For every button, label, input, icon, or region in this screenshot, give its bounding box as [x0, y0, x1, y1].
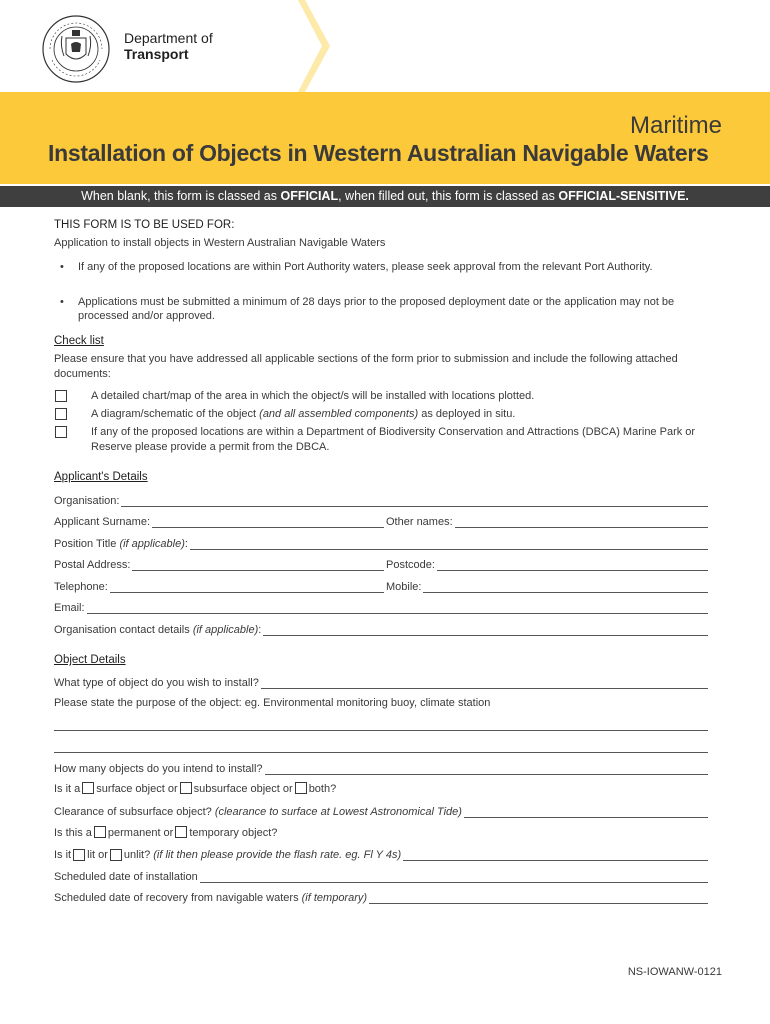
position-line[interactable]	[190, 538, 708, 550]
permanent-checkbox[interactable]	[94, 826, 106, 838]
postcode-line[interactable]	[437, 559, 708, 571]
other-names-line[interactable]	[455, 516, 708, 528]
classification-text-1: When blank, this form is classed as	[81, 189, 281, 203]
recovery-date-note: (if temporary)	[301, 892, 368, 904]
checklist-instructions: Please ensure that you have addressed all applicable sections of the form prior to submission and include the following attached documents:	[54, 353, 678, 380]
usage-bullet-1: • If any of the proposed locations are within Port Authority waters, please seek approval from the relevant Port Authority.	[78, 260, 698, 274]
position-field[interactable]	[54, 536, 708, 550]
email-label: Email:	[54, 602, 85, 614]
postal-address-label: Postal Address:	[54, 559, 131, 571]
department-name-line1: Department of	[124, 30, 213, 46]
checklist-item-2	[91, 407, 711, 422]
usage-bullet-2: • Applications must be submitted a minimum of 28 days prior to the proposed deployment date or the application may not be processed and/or approved.	[78, 295, 698, 323]
recovery-date-label: Scheduled date of recovery from navigable waters	[54, 892, 299, 904]
mobile-label: Mobile:	[386, 581, 422, 593]
recovery-date-field[interactable]	[54, 890, 708, 904]
checklist-item-2-b: (and all assembled components)	[259, 408, 419, 420]
mobile-field[interactable]	[386, 579, 708, 593]
classification-sensitive: OFFICIAL-SENSITIVE.	[558, 189, 689, 203]
surface-object-checkbox[interactable]	[82, 782, 94, 794]
object-count-field[interactable]	[54, 761, 708, 775]
other-names-label: Other names:	[386, 516, 453, 528]
is-it-a-label: Is it a	[54, 783, 81, 795]
flash-rate-note: (if lit then please provide the flash rate. eg. Fl Y 4s)	[153, 849, 402, 861]
form-title: Installation of Objects in Western Australian Navigable Waters	[48, 140, 709, 166]
checklist-item-2-a: A diagram/schematic of the object	[91, 408, 260, 420]
position-colon: :	[184, 538, 188, 550]
usage-heading: THIS FORM IS TO BE USED FOR:	[54, 219, 235, 231]
applicant-heading: Applicant's Details	[54, 471, 148, 483]
usage-purpose: Application to install objects in Western Australian Navigable Waters	[54, 237, 386, 249]
both-label: both?	[308, 783, 337, 795]
postcode-field[interactable]	[386, 557, 708, 571]
organisation-line[interactable]	[121, 495, 708, 507]
object-purpose-label: Please state the purpose of the object: eg. Environmental monitoring buoy, climate station	[54, 697, 491, 709]
installation-date-field[interactable]	[54, 869, 708, 883]
position-label: Position Title	[54, 538, 117, 550]
clearance-note: (clearance to surface at Lowest Astronomical Tide)	[214, 806, 462, 818]
installation-date-label: Scheduled date of installation	[54, 871, 198, 883]
contact-details-note: (if applicable)	[192, 624, 259, 636]
clearance-field[interactable]	[54, 804, 708, 818]
telephone-line[interactable]	[110, 581, 384, 593]
temporary-label: temporary object?	[189, 827, 278, 839]
object-count-line[interactable]	[265, 763, 708, 775]
postal-address-field[interactable]	[54, 557, 384, 571]
wa-government-crest-icon	[40, 14, 122, 84]
installation-date-line[interactable]	[200, 871, 708, 883]
object-heading: Object Details	[54, 654, 126, 666]
object-purpose-line-2[interactable]	[54, 751, 708, 753]
is-this-a-label: Is this a	[54, 827, 92, 839]
checklist-checkbox-2[interactable]	[55, 408, 67, 420]
object-type-line[interactable]	[261, 677, 708, 689]
object-duration-row	[54, 826, 277, 839]
surface-object-label: surface object or	[96, 783, 178, 795]
surname-line[interactable]	[152, 516, 384, 528]
document-code: NS-IOWANW-0121	[627, 966, 722, 978]
lit-label: lit or	[87, 849, 108, 861]
mobile-line[interactable]	[423, 581, 708, 593]
clearance-label: Clearance of subsurface object?	[54, 806, 212, 818]
email-line[interactable]	[87, 602, 708, 614]
clearance-line[interactable]	[464, 806, 708, 818]
telephone-field[interactable]	[54, 579, 384, 593]
division-label: Maritime	[629, 112, 722, 139]
object-placement-row	[54, 782, 336, 795]
contact-details-line[interactable]	[263, 624, 708, 636]
both-checkbox[interactable]	[295, 782, 307, 794]
flash-rate-line[interactable]	[403, 849, 708, 861]
unlit-label: unlit?	[123, 849, 151, 861]
contact-details-colon: :	[258, 624, 262, 636]
organisation-label: Organisation:	[54, 495, 120, 507]
subsurface-object-checkbox[interactable]	[180, 782, 192, 794]
lit-checkbox[interactable]	[73, 849, 85, 861]
object-type-label: What type of object do you wish to install?	[54, 677, 259, 689]
postcode-label: Postcode:	[386, 559, 435, 571]
recovery-date-line[interactable]	[369, 892, 708, 904]
classification-text-2: , when filled out, this form is classed as	[338, 189, 559, 203]
is-it-label: Is it	[54, 849, 72, 861]
object-type-field[interactable]	[54, 675, 708, 689]
position-note: (if applicable)	[119, 538, 185, 550]
contact-details-label: Organisation contact details	[54, 624, 190, 636]
telephone-label: Telephone:	[54, 581, 108, 593]
surname-field[interactable]	[54, 514, 384, 528]
checklist-checkbox-3[interactable]	[55, 426, 67, 438]
contact-details-field[interactable]	[54, 622, 708, 636]
subsurface-object-label: subsurface object or	[193, 783, 293, 795]
checklist-item-2-c: as deployed in situ.	[418, 408, 516, 420]
object-count-label: How many objects do you intend to install?	[54, 763, 263, 775]
classification-bar	[0, 186, 770, 207]
email-field[interactable]	[54, 600, 708, 614]
department-name	[124, 30, 213, 62]
surname-label: Applicant Surname:	[54, 516, 150, 528]
checklist-heading: Check list	[54, 335, 104, 347]
permanent-label: permanent or	[107, 827, 174, 839]
lighting-field	[54, 847, 708, 861]
checklist-item-1: A detailed chart/map of the area in which the object/s will be installed with locations plotted.	[91, 390, 535, 402]
department-name-line2: Transport	[124, 46, 189, 62]
classification-official: OFFICIAL	[280, 189, 339, 203]
other-names-field[interactable]	[386, 514, 708, 528]
object-purpose-line-1[interactable]	[54, 729, 708, 731]
temporary-checkbox[interactable]	[175, 826, 187, 838]
postal-address-line[interactable]	[132, 559, 384, 571]
checklist-item-3: If any of the proposed locations are within a Department of Biodiversity Conservation and Attractions (DBCA) Marine Park or Reserve please provide a permit from the DBCA.	[91, 426, 696, 453]
unlit-checkbox[interactable]	[110, 849, 122, 861]
organisation-field[interactable]	[54, 493, 708, 507]
checklist-checkbox-1[interactable]	[55, 390, 67, 402]
